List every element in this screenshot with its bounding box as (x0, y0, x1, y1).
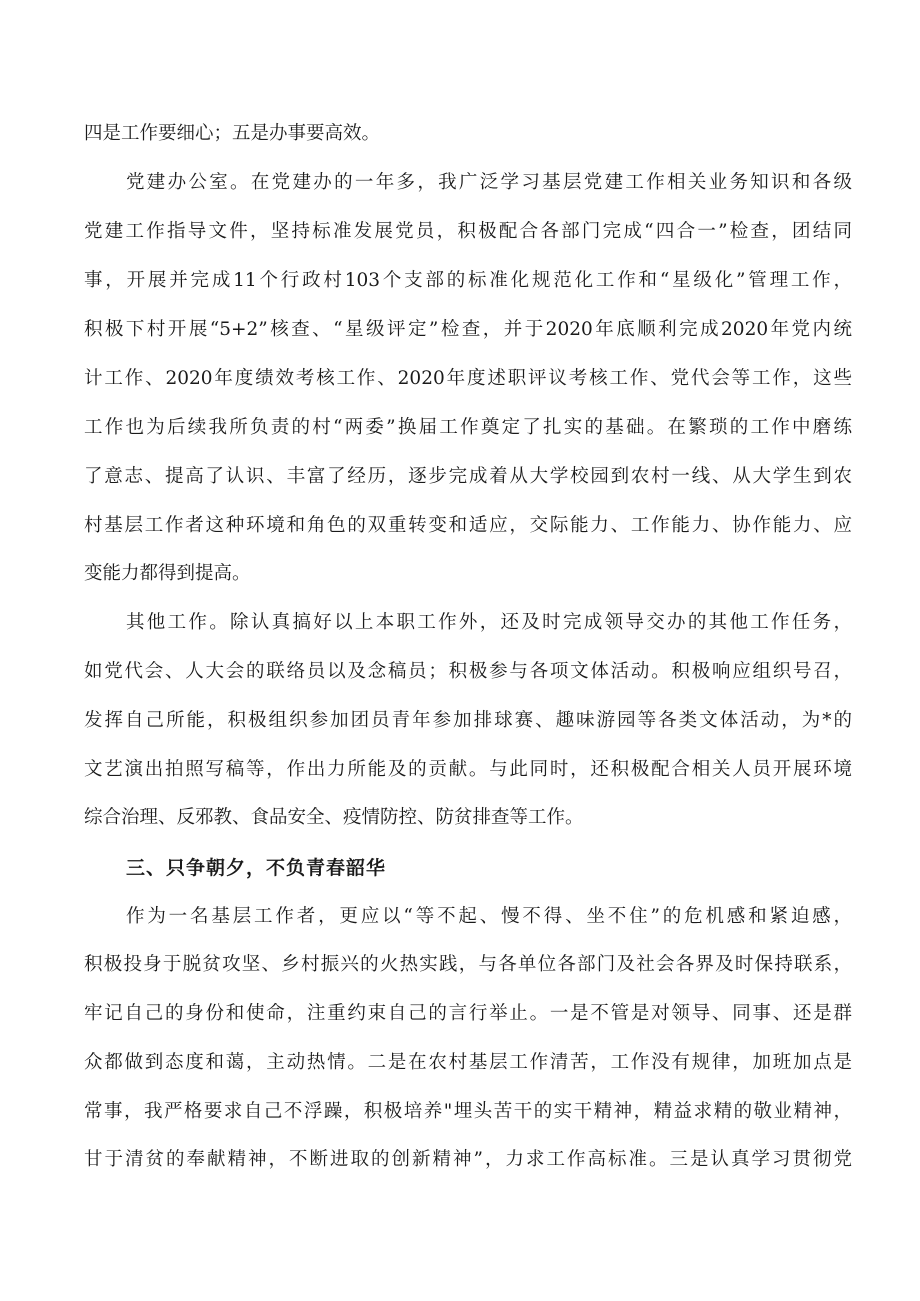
paragraph-line: 变能力都得到提高。 (84, 563, 251, 584)
paragraph-line: 综合治理、反邪教、食品安全、疫情防控、防贫排查等工作。 (84, 807, 584, 828)
paragraph-line: 其他工作。除认真搞好以上本职工作外，还及时完成领导交办的其他工作任务， (126, 612, 852, 633)
paragraph-line: 工作也为后续我所负责的村“两委”换届工作奠定了扎实的基础。在繁琐的工作中磨练 (84, 417, 852, 438)
paragraph-line: 积极投身于脱贫攻坚、乡村振兴的火热实践，与各单位各部门及社会各界及时保持联系， (84, 954, 852, 975)
paragraph-line: 文艺演出拍照写稿等，作出力所能及的贡献。与此同时，还积极配合相关人员开展环境 (84, 759, 852, 780)
paragraph-line: 甘于清贫的奉献精神，不断进取的创新精神”，力求工作高标准。三是认真学习贯彻党 (84, 1149, 852, 1170)
paragraph-line: 党建工作指导文件，坚持标准发展党员，积极配合各部门完成“四合一”检查，团结同 (84, 221, 852, 242)
paragraph-line: 事，开展并完成11个行政村103个支部的标准化规范化工作和“星级化”管理工作， (84, 270, 852, 291)
paragraph-line: 党建办公室。在党建办的一年多，我广泛学习基层党建工作相关业务知识和各级 (126, 172, 852, 193)
paragraph-line: 四是工作要细心；五是办事要高效。 (84, 123, 381, 144)
paragraph-line: 常事，我严格要求自己不浮躁，积极培养"埋头苦干的实干精神，精益求精的敬业精神， (84, 1101, 852, 1122)
paragraph-line: 牢记自己的身份和使命，注重约束自己的言行举止。一是不管是对领导、同事、还是群 (84, 1003, 852, 1024)
paragraph-line: 如党代会、人大会的联络员以及念稿员；积极参与各项文体活动。积极响应组织号召， (84, 661, 852, 682)
paragraph-line: 了意志、提高了认识、丰富了经历，逐步完成着从大学校园到农村一线、从大学生到农 (84, 466, 852, 487)
paragraph-line: 众都做到态度和蔼，主动热情。二是在农村基层工作清苦，工作没有规律，加班加点是 (84, 1052, 852, 1073)
paragraph-line: 计工作、2020年度绩效考核工作、2020年度述职评议考核工作、党代会等工作，这些 (84, 368, 852, 389)
section-heading: 三、只争朝夕，不负青春韶华 (126, 857, 387, 879)
paragraph-line: 作为一名基层工作者，更应以“等不起、慢不得、坐不住”的危机感和紧迫感， (126, 906, 852, 927)
paragraph-line: 发挥自己所能，积极组织参加团员青年参加排球赛、趣味游园等各类文体活动，为*的 (84, 710, 852, 731)
paragraph-line: 积极下村开展“5+2”核查、“星级评定”检查，并于2020年底顺利完成2020年党内统 (84, 319, 852, 340)
paragraph-line: 村基层工作者这种环境和角色的双重转变和适应，交际能力、工作能力、协作能力、应 (84, 515, 852, 536)
